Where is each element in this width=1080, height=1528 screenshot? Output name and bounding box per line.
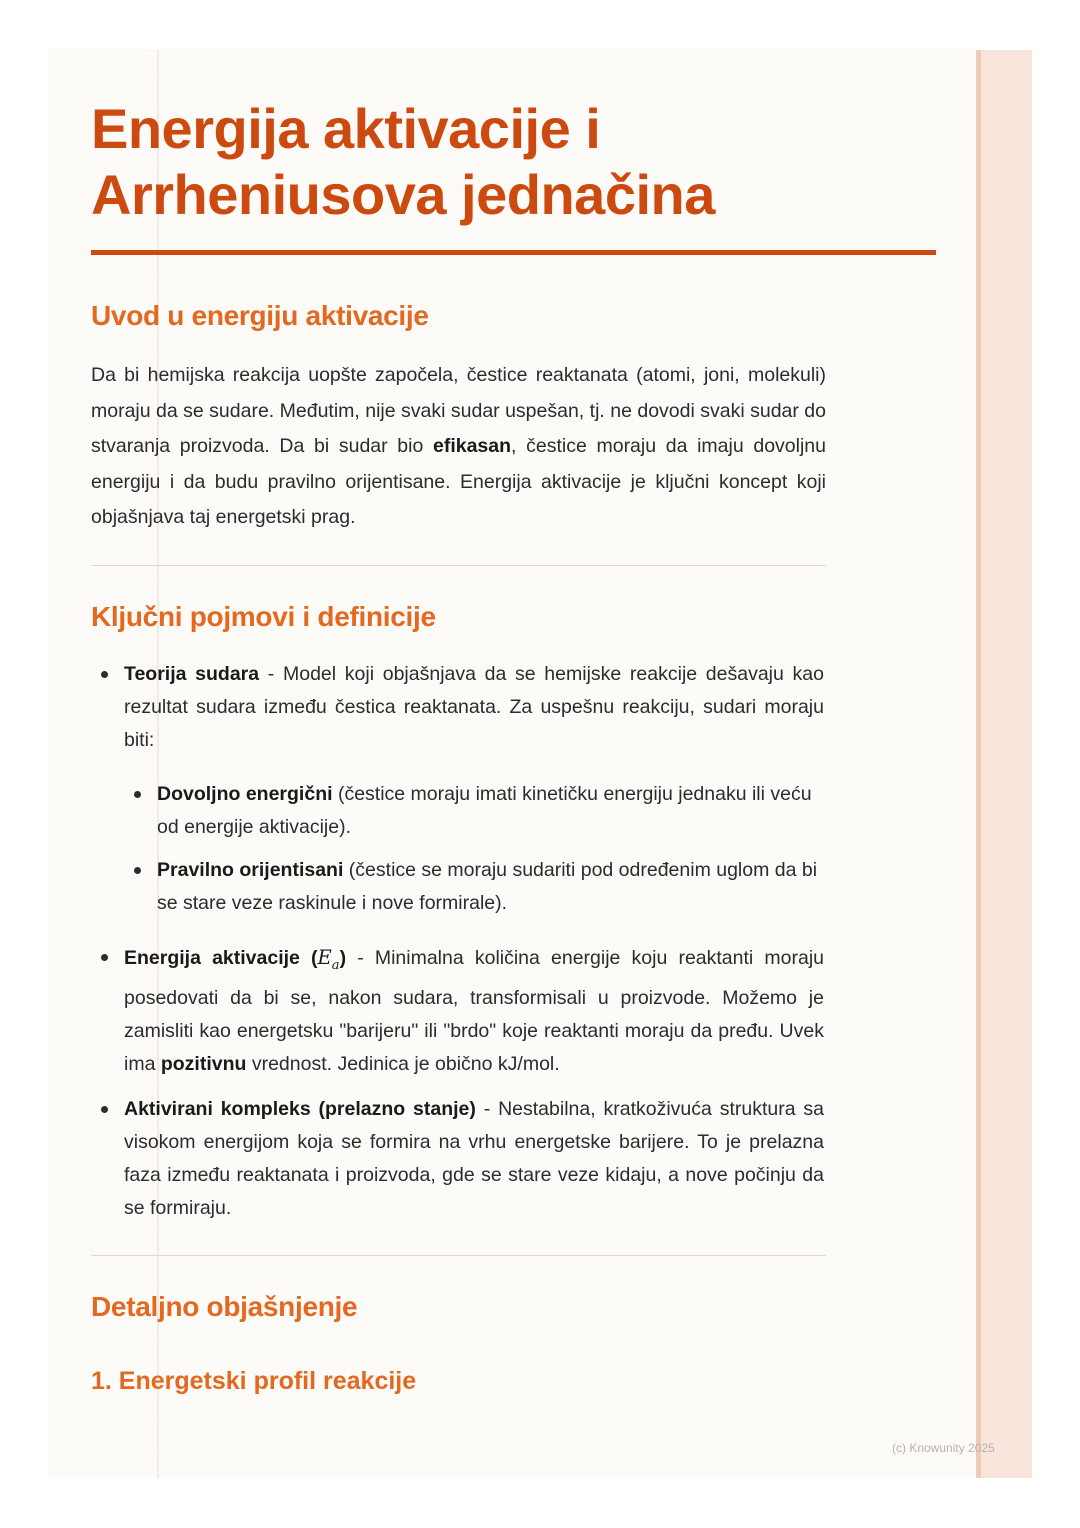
subheading-energy-profile: 1. Energetski profil reakcije (91, 1367, 417, 1395)
math-symbol-ea (317, 946, 340, 973)
section-divider (91, 1255, 826, 1256)
heading-detail: Detaljno objašnjenje (91, 1291, 358, 1322)
right-edge-strip (976, 50, 1032, 1478)
intro-text-1: Da bi hemijska reakcija uopšte započela, čestice reaktanata (atomi, joni, molekuli) moraju da se sudare. Međutim, nije svaki sudar uspešan, tj. ne dovodi svaki sudar do stvaranja proizvoda. Da bi sudar bio (91, 364, 826, 457)
bullet-point (101, 954, 108, 961)
intro-bold-term: efikasan (432, 435, 512, 457)
list-item-orientation (157, 854, 822, 920)
list-item-activation-energy (124, 941, 824, 1081)
desc-collision-theory: - Model koji objašnjava da se hemijske reakcije dešavaju kao rezultat sudara između čestica reaktanata. Za uspešnu reakciju, sudari moraju biti: (124, 663, 824, 751)
term-collision-theory: Teorija sudara (124, 663, 260, 685)
margin-line (157, 50, 159, 1478)
bullet-point (101, 1106, 108, 1113)
bold-positive: pozitivnu (160, 1052, 247, 1075)
right-edge-line (976, 50, 981, 1478)
math-subscript-a: a (331, 957, 340, 973)
bullet-point (101, 671, 108, 678)
sub-bullet-point (134, 791, 141, 798)
list-item-sufficient-energy (157, 778, 817, 844)
footer-copyright: (c) Knowunity 2025 (892, 1441, 995, 1455)
heading-intro: Uvod u energiju aktivacije (91, 300, 429, 331)
heading-key-terms: Ključni pojmovi i definicije (91, 601, 436, 632)
term-orientation: Pravilno orijentisani (157, 859, 344, 881)
title-underline (91, 250, 936, 255)
intro-paragraph (91, 358, 826, 536)
list-item-collision-theory (124, 658, 824, 757)
term-activation-energy (124, 946, 347, 973)
math-symbol-e: E (317, 946, 332, 969)
desc-sufficient-energy: (čestice moraju imati kinetičku energiju jednaku ili veću od energije aktivacije). (157, 783, 812, 838)
desc-activation-energy-2: vrednost. Jedinica je obično kJ/mol. (246, 1052, 560, 1075)
sub-bullet-point (134, 867, 141, 874)
term-activation-energy-label: Energija aktivacije ( (124, 947, 318, 969)
desc-orientation: (čestice se moraju sudariti pod određenim uglom da bi se stare veze raskinule i nove formirale). (157, 859, 818, 914)
page-title: Energija aktivacije i Arrheniusova jednačina (91, 97, 715, 226)
term-sufficient-energy: Dovoljno energični (157, 783, 333, 805)
intro-text-2: , čestice moraju da imaju dovoljnu energiju i da budu pravilno orijentisane. Energija aktivacije je ključni koncept koji objašnjava taj energetski prag. (91, 435, 826, 528)
section-divider (91, 565, 826, 566)
term-activated-complex: Aktivirani kompleks (prelazno stanje) (124, 1098, 476, 1120)
desc-activated-complex: - Nestabilna, kratkoživuća struktura sa visokom energijom koja se formira na vrhu energetske barijere. To je prelazna faza između reaktanata i proizvoda, gde se stare veze kidaju, a nove počinju da se formiraju. (124, 1098, 824, 1219)
page-sheet (48, 50, 1032, 1478)
desc-activation-energy-1: - Minimalna količina energije koju reaktanti moraju posedovati da bi se, nakon sudara, transformisali u proizvode. Možemo je zamisliti kao energetsku "barijeru" ili "brdo" koje reaktanti moraju da pređu. Uvek ima (124, 947, 824, 1075)
term-paren-close: ) (339, 947, 347, 969)
list-item-activated-complex (124, 1093, 824, 1225)
